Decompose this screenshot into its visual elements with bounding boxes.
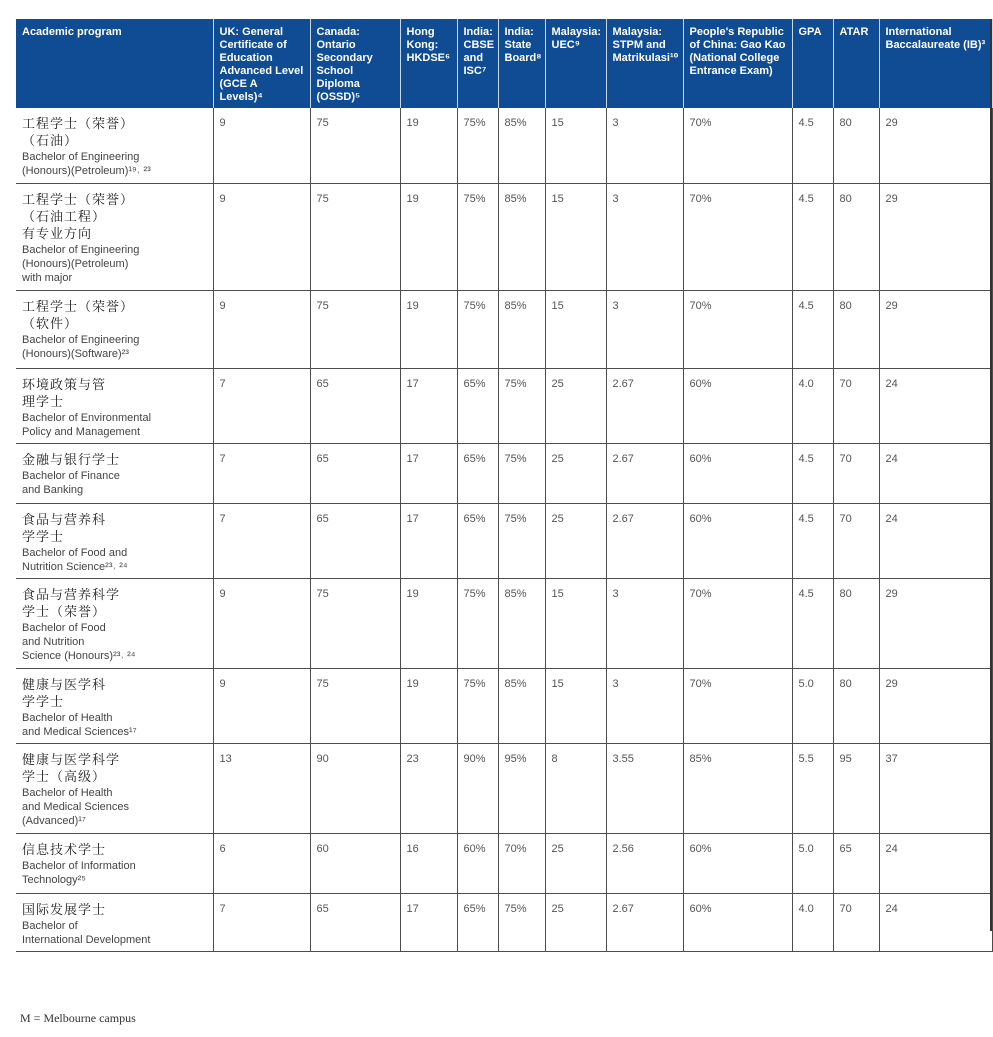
score-cell: 24: [879, 833, 992, 893]
score-cell: 15: [545, 108, 606, 183]
score-cell: 80: [833, 290, 879, 368]
score-cell: 15: [545, 290, 606, 368]
header-hong-kong-hkdse: Hong Kong: HKDSE⁶: [400, 19, 457, 108]
score-cell: 15: [545, 183, 606, 290]
score-cell: 29: [879, 183, 992, 290]
score-cell: 29: [879, 290, 992, 368]
score-cell: 60%: [683, 368, 792, 443]
score-cell: 85%: [498, 290, 545, 368]
score-cell: 75%: [457, 668, 498, 743]
table-row: [16, 290, 992, 368]
table-row: [16, 108, 992, 183]
score-cell: 23: [400, 743, 457, 833]
score-cell: 9: [213, 578, 310, 668]
header-malaysia-uec: Malaysia: UEC⁹: [545, 19, 606, 108]
program-cell: [16, 290, 213, 368]
score-cell: 25: [545, 833, 606, 893]
score-cell: 65%: [457, 503, 498, 578]
score-cell: 75%: [457, 108, 498, 183]
program-cell: [16, 108, 213, 183]
score-cell: 9: [213, 290, 310, 368]
score-cell: 25: [545, 443, 606, 503]
score-cell: 65: [310, 503, 400, 578]
score-cell: 7: [213, 503, 310, 578]
score-cell: 3: [606, 578, 683, 668]
score-cell: 70: [833, 443, 879, 503]
header-malaysia-stpm: Malaysia: STPM and Matrikulasi¹⁰: [606, 19, 683, 108]
program-cell: [16, 368, 213, 443]
program-cell: [16, 443, 213, 503]
score-cell: 8: [545, 743, 606, 833]
table-row: [16, 443, 992, 503]
score-cell: 85%: [498, 183, 545, 290]
score-cell: 75%: [457, 183, 498, 290]
score-cell: 70: [833, 893, 879, 951]
score-cell: 75%: [498, 368, 545, 443]
score-cell: 70: [833, 368, 879, 443]
score-cell: 19: [400, 183, 457, 290]
program-name-chinese: 工程学士（荣誉） （软件）: [22, 299, 135, 332]
table-row: [16, 503, 992, 578]
score-cell: 17: [400, 368, 457, 443]
score-cell: 2.56: [606, 833, 683, 893]
score-cell: 60%: [683, 893, 792, 951]
program-name-english: Bachelor of Engineering (Honours)(Petroleum) with major: [22, 243, 140, 284]
score-cell: 4.0: [792, 368, 833, 443]
score-cell: 3: [606, 668, 683, 743]
score-cell: 90%: [457, 743, 498, 833]
score-cell: 65%: [457, 893, 498, 951]
score-cell: 25: [545, 893, 606, 951]
score-cell: 17: [400, 893, 457, 951]
program-name-chinese: 金融与银行学士: [22, 452, 121, 468]
score-cell: 75: [310, 578, 400, 668]
score-cell: 75: [310, 668, 400, 743]
score-cell: 19: [400, 668, 457, 743]
program-cell: [16, 578, 213, 668]
score-cell: 19: [400, 108, 457, 183]
score-cell: 75: [310, 290, 400, 368]
score-cell: 37: [879, 743, 992, 833]
program-name-chinese: 工程学士（荣誉） （石油）: [22, 117, 135, 149]
score-cell: 65%: [457, 443, 498, 503]
score-cell: 7: [213, 893, 310, 951]
score-cell: 3: [606, 108, 683, 183]
score-cell: 70%: [683, 108, 792, 183]
score-cell: 4.5: [792, 578, 833, 668]
score-cell: 9: [213, 668, 310, 743]
score-cell: 70%: [683, 290, 792, 368]
program-name-chinese: 环境政策与管 理学士: [22, 377, 107, 410]
score-cell: 75%: [457, 578, 498, 668]
score-cell: 3.55: [606, 743, 683, 833]
table-row: [16, 368, 992, 443]
score-cell: 16: [400, 833, 457, 893]
program-name-chinese: 健康与医学科 学学士: [22, 677, 107, 710]
score-cell: 9: [213, 183, 310, 290]
table-header-row: [16, 19, 992, 108]
score-cell: 65%: [457, 368, 498, 443]
score-cell: 7: [213, 443, 310, 503]
score-cell: 70%: [683, 668, 792, 743]
program-name-english: Bachelor of Food and Nutrition Science²³˒ ²⁴: [22, 546, 128, 573]
score-cell: 25: [545, 503, 606, 578]
score-cell: 2.67: [606, 368, 683, 443]
score-cell: 90: [310, 743, 400, 833]
program-name-english: Bachelor of Engineering (Honours)(Petroleum)¹⁹˒ ²³: [22, 151, 151, 177]
score-cell: 4.0: [792, 893, 833, 951]
score-cell: 4.5: [792, 183, 833, 290]
score-cell: 70%: [683, 578, 792, 668]
score-cell: 60%: [683, 503, 792, 578]
table-row: [16, 893, 992, 951]
score-cell: 75%: [498, 443, 545, 503]
header-uk-gce: UK: General Certificate of Education Advanced Level (GCE A Levels)⁴: [213, 19, 310, 108]
program-name-chinese: 健康与医学科学 学士（高级）: [22, 752, 121, 785]
program-name-english: Bachelor of Food and Nutrition Science (Honours)²³˒ ²⁴: [22, 621, 136, 662]
score-cell: 19: [400, 578, 457, 668]
score-cell: 17: [400, 443, 457, 503]
program-name-english: Bachelor of Environmental Policy and Management: [22, 411, 152, 438]
program-name-english: Bachelor of Health and Medical Sciences¹⁷: [22, 711, 137, 738]
header-china-gaokao: People's Republic of China: Gao Kao (National College Entrance Exam): [683, 19, 792, 108]
score-cell: 2.67: [606, 443, 683, 503]
program-name-english: Bachelor of International Development: [22, 919, 151, 946]
score-cell: 80: [833, 578, 879, 668]
header-gpa: GPA: [792, 19, 833, 108]
score-cell: 5.5: [792, 743, 833, 833]
header-india-state-board: India: State Board⁸: [498, 19, 545, 108]
score-cell: 24: [879, 503, 992, 578]
score-cell: 85%: [683, 743, 792, 833]
score-cell: 29: [879, 668, 992, 743]
program-cell: [16, 668, 213, 743]
score-cell: 7: [213, 368, 310, 443]
score-cell: 65: [833, 833, 879, 893]
score-cell: 70%: [683, 183, 792, 290]
header-india-cbse: India: CBSE and ISC⁷: [457, 19, 498, 108]
program-name-english: Bachelor of Health and Medical Sciences (Advanced)¹⁷: [22, 786, 130, 827]
score-cell: 85%: [498, 108, 545, 183]
score-cell: 4.5: [792, 290, 833, 368]
score-cell: 3: [606, 290, 683, 368]
score-cell: 75: [310, 108, 400, 183]
score-cell: 70: [833, 503, 879, 578]
score-cell: 19: [400, 290, 457, 368]
score-cell: 17: [400, 503, 457, 578]
program-name-english: Bachelor of Engineering (Honours)(Software)²³: [22, 333, 140, 360]
score-cell: 29: [879, 108, 992, 183]
program-name-chinese: 国际发展学士: [22, 902, 107, 918]
table-row: [16, 743, 992, 833]
table-row: [16, 668, 992, 743]
score-cell: 60%: [683, 833, 792, 893]
score-cell: 65: [310, 893, 400, 951]
program-cell: [16, 893, 213, 951]
header-ib: International Baccalaureate (IB)³: [879, 19, 992, 108]
score-cell: 75%: [457, 290, 498, 368]
program-name-chinese: 食品与营养科 学学士: [22, 512, 107, 545]
score-cell: 80: [833, 108, 879, 183]
program-name-english: Bachelor of Finance and Banking: [22, 469, 120, 496]
score-cell: 25: [545, 368, 606, 443]
right-edge-rule: [990, 19, 992, 931]
score-cell: 85%: [498, 578, 545, 668]
score-cell: 6: [213, 833, 310, 893]
score-cell: 60: [310, 833, 400, 893]
score-cell: 24: [879, 443, 992, 503]
score-cell: 5.0: [792, 833, 833, 893]
program-cell: [16, 743, 213, 833]
score-cell: 65: [310, 443, 400, 503]
score-cell: 60%: [683, 443, 792, 503]
score-cell: 15: [545, 668, 606, 743]
score-cell: 85%: [498, 668, 545, 743]
score-cell: 65: [310, 368, 400, 443]
score-cell: 29: [879, 578, 992, 668]
score-cell: 13: [213, 743, 310, 833]
program-name-chinese: 信息技术学士: [22, 842, 107, 858]
score-cell: 80: [833, 668, 879, 743]
score-cell: 60%: [457, 833, 498, 893]
program-name-chinese: 工程学士（荣誉） （石油工程） 有专业方向: [22, 192, 135, 242]
program-cell: [16, 503, 213, 578]
score-cell: 70%: [498, 833, 545, 893]
table-row: [16, 183, 992, 290]
program-cell: [16, 833, 213, 893]
score-cell: 24: [879, 368, 992, 443]
score-cell: 5.0: [792, 668, 833, 743]
score-cell: 95: [833, 743, 879, 833]
score-cell: 15: [545, 578, 606, 668]
score-cell: 2.67: [606, 893, 683, 951]
table-row: [16, 833, 992, 893]
score-cell: 75: [310, 183, 400, 290]
score-cell: 95%: [498, 743, 545, 833]
program-name-english: Bachelor of Information Technology²⁵: [22, 859, 136, 886]
score-cell: 75%: [498, 503, 545, 578]
score-cell: 4.5: [792, 108, 833, 183]
score-cell: 9: [213, 108, 310, 183]
score-cell: 24: [879, 893, 992, 951]
program-name-chinese: 食品与营养科学 学士（荣誉）: [22, 587, 121, 620]
header-atar: ATAR: [833, 19, 879, 108]
score-cell: 4.5: [792, 443, 833, 503]
score-cell: 3: [606, 183, 683, 290]
score-cell: 2.67: [606, 503, 683, 578]
table-row: [16, 578, 992, 668]
header-canada-ossd: Canada: Ontario Secondary School Diploma (OSSD)⁵: [310, 19, 400, 108]
footer-note: M = Melbourne campus: [20, 1011, 136, 1025]
score-cell: 75%: [498, 893, 545, 951]
score-cell: 80: [833, 183, 879, 290]
header-academic-program: Academic program: [16, 19, 213, 108]
score-cell: 4.5: [792, 503, 833, 578]
program-cell: [16, 183, 213, 290]
admission-requirements-table: [16, 19, 993, 952]
